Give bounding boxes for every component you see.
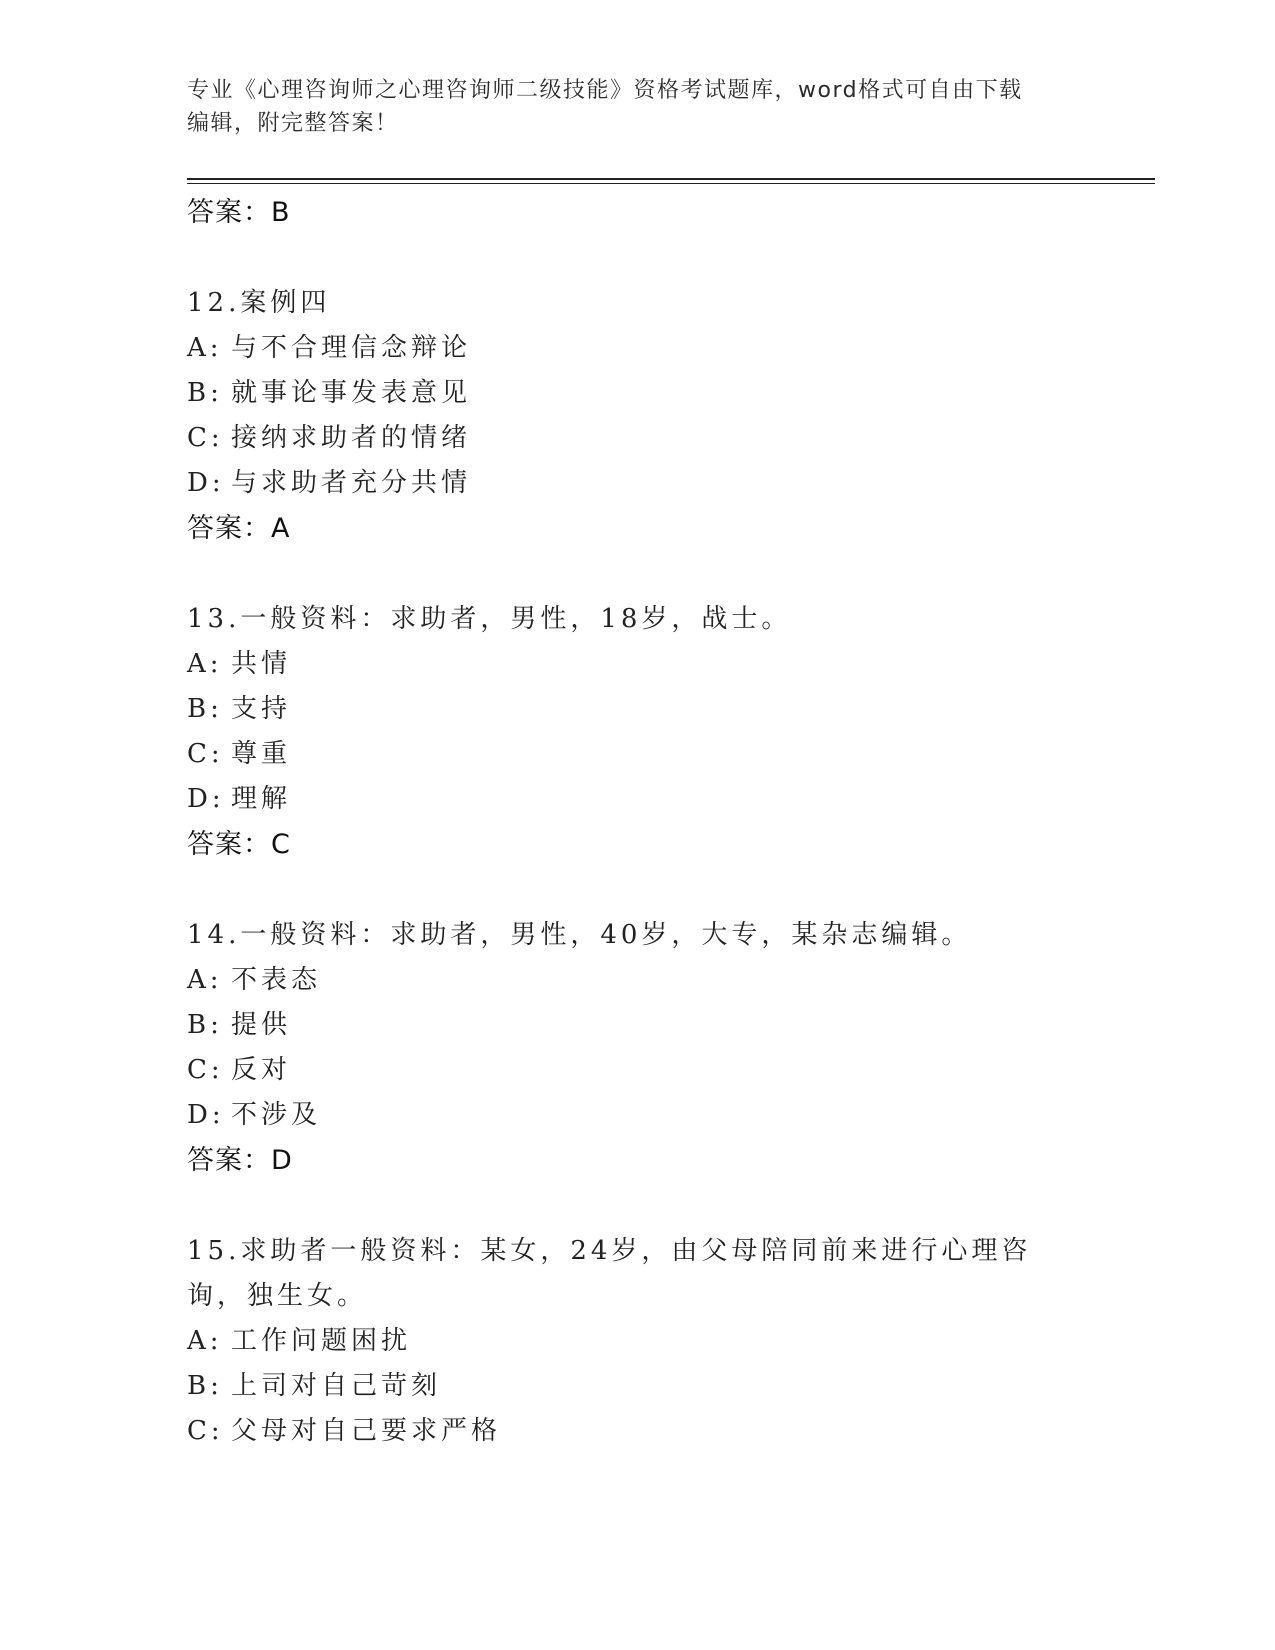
option-key: B: — [187, 694, 223, 724]
option-b — [187, 1003, 1087, 1048]
option-b — [187, 1364, 1087, 1409]
option-text: 与求助者充分共情 — [231, 468, 472, 498]
option-key: A: — [187, 965, 223, 995]
option-d — [187, 461, 1087, 506]
spacer — [187, 552, 1087, 597]
option-text: 支持 — [231, 694, 292, 724]
option-b — [187, 687, 1087, 732]
option-c — [187, 732, 1087, 777]
option-key: C: — [187, 423, 224, 453]
answer: 答案：D — [187, 1145, 293, 1176]
previous-answer: 答案：B — [187, 197, 291, 228]
option-key: C: — [187, 739, 224, 769]
answer: 答案：C — [187, 829, 291, 860]
option-c — [187, 416, 1087, 461]
spacer — [187, 868, 1087, 913]
question-13 — [187, 597, 1087, 868]
header-divider-thin — [187, 183, 1155, 184]
option-key: A: — [187, 1326, 223, 1356]
question-list — [187, 190, 1087, 1454]
header-divider-thick — [187, 178, 1155, 180]
question-stem: 13.一般资料：求助者，男性，18岁，战士。 — [187, 604, 792, 634]
option-a — [187, 958, 1087, 1003]
option-text: 工作问题困扰 — [231, 1326, 412, 1356]
option-text: 父母对自己要求严格 — [231, 1416, 502, 1446]
option-key: B: — [187, 1010, 223, 1040]
option-a — [187, 1319, 1087, 1364]
question-15 — [187, 1229, 1087, 1454]
option-key: D: — [187, 1100, 225, 1130]
option-text: 不涉及 — [231, 1100, 322, 1130]
option-a — [187, 642, 1087, 687]
question-stem: 12.案例四 — [187, 288, 331, 318]
option-text: 提供 — [231, 1010, 292, 1040]
option-d — [187, 777, 1087, 822]
header-line-1: 专业《心理咨询师之心理咨询师二级技能》资格考试题库，word格式可自由下载 — [187, 78, 1023, 103]
option-text: 就事论事发表意见 — [231, 378, 472, 408]
spacer — [187, 1184, 1087, 1229]
option-b — [187, 371, 1087, 416]
option-text: 接纳求助者的情绪 — [231, 423, 472, 453]
option-key: D: — [187, 784, 225, 814]
option-text: 共情 — [231, 649, 292, 679]
option-key: A: — [187, 649, 223, 679]
option-d — [187, 1093, 1087, 1138]
option-c — [187, 1048, 1087, 1093]
question-14 — [187, 913, 1087, 1184]
spacer — [187, 236, 1087, 281]
question-12 — [187, 281, 1087, 552]
question-stem: 14.一般资料：求助者，男性，40岁，大专，某杂志编辑。 — [187, 920, 972, 950]
document-header — [187, 74, 1077, 140]
option-c — [187, 1409, 1087, 1454]
option-key: B: — [187, 378, 223, 408]
option-key: A: — [187, 333, 223, 363]
header-line-2: 编辑，附完整答案！ — [187, 111, 399, 136]
question-stem: 15.求助者一般资料：某女，24岁，由父母陪同前来进行心理咨询，独生女。 — [187, 1236, 1032, 1311]
option-text: 与不合理信念辩论 — [231, 333, 472, 363]
option-text: 反对 — [231, 1055, 292, 1085]
option-a — [187, 326, 1087, 371]
option-text: 理解 — [231, 784, 292, 814]
option-text: 尊重 — [231, 739, 292, 769]
answer: 答案：A — [187, 513, 291, 544]
option-key: C: — [187, 1416, 224, 1446]
option-key: B: — [187, 1371, 223, 1401]
option-text: 上司对自己苛刻 — [231, 1371, 442, 1401]
option-key: D: — [187, 468, 225, 498]
option-text: 不表态 — [231, 965, 322, 995]
option-key: C: — [187, 1055, 224, 1085]
